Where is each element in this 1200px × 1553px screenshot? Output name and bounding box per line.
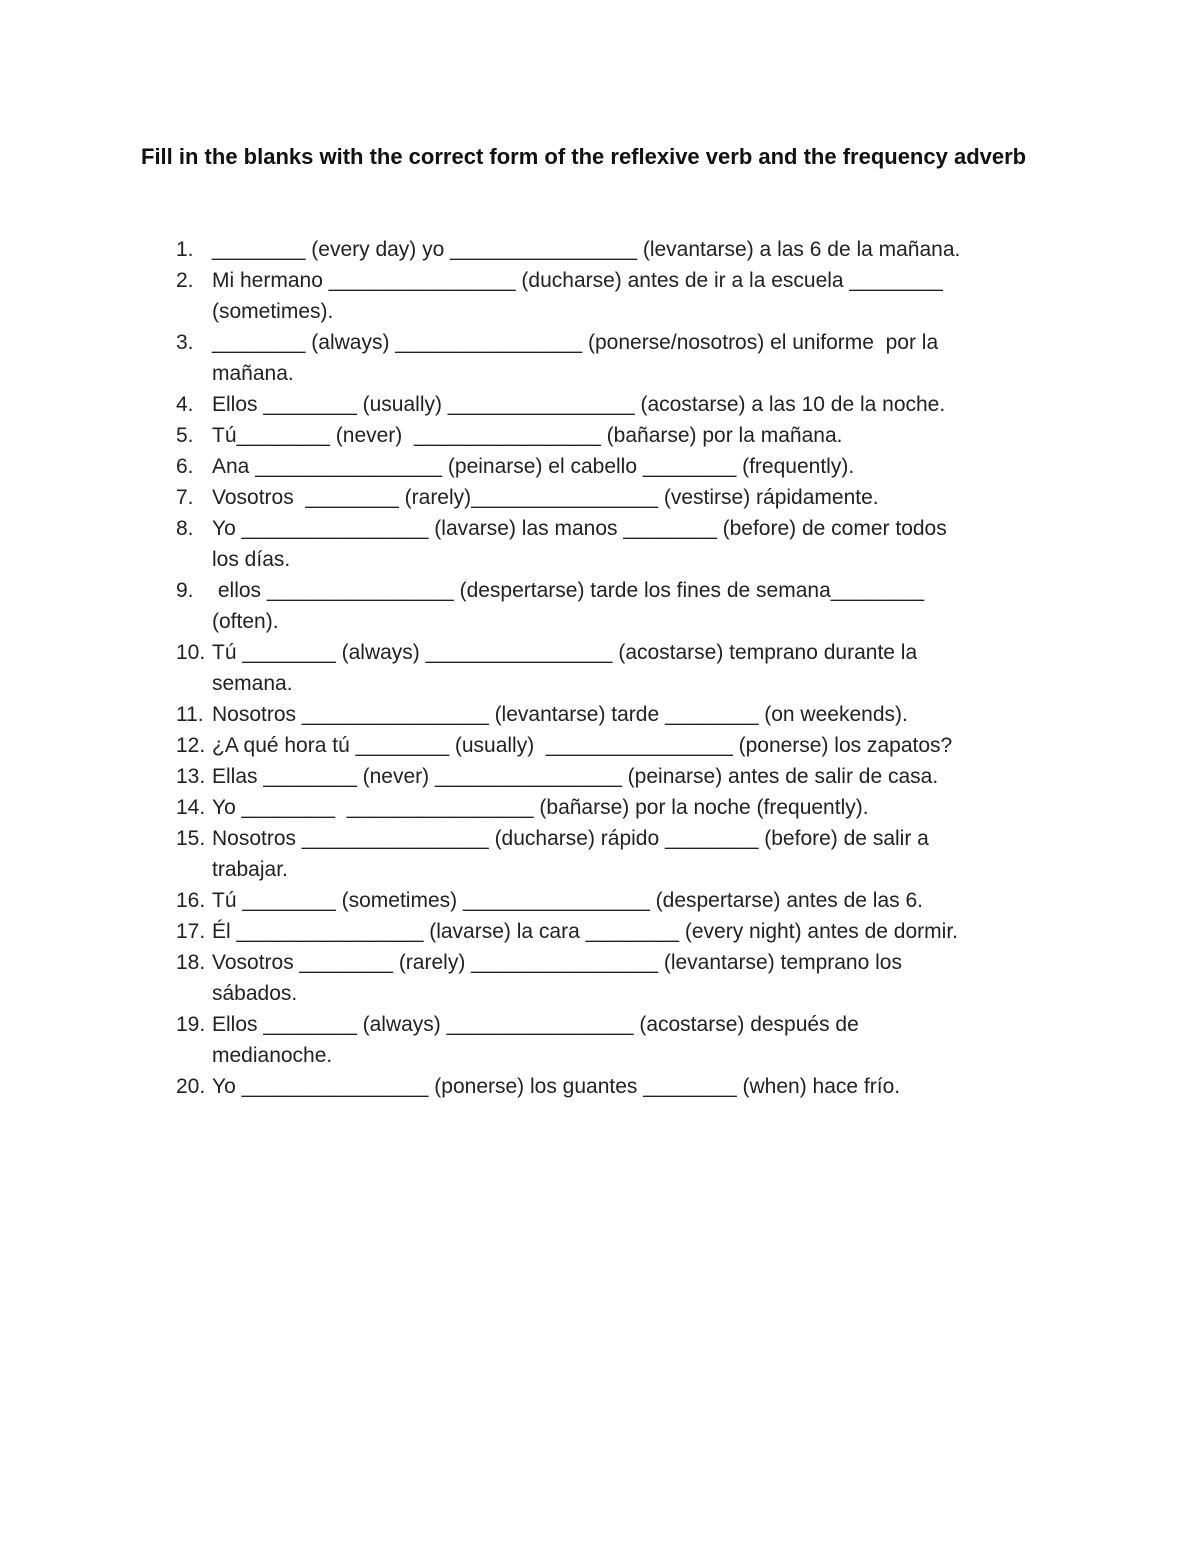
- exercise-item: [0, 792, 1200, 823]
- exercise-number: 15.: [176, 827, 206, 850]
- exercise-text-line: Nosotros ________________ (ducharse) rápido ________ (before) de salir a: [212, 827, 929, 850]
- exercise-item: [0, 637, 1200, 699]
- exercise-number: 20.: [176, 1075, 206, 1098]
- exercise-number: 3.: [176, 331, 194, 354]
- exercise-item: [0, 389, 1200, 420]
- exercise-number: 17.: [176, 920, 206, 943]
- exercise-text-line: Yo ________ ________________ (bañarse) por la noche (frequently).: [212, 796, 869, 819]
- exercise-number: 9.: [176, 579, 194, 602]
- exercise-list: [0, 234, 1200, 1102]
- exercise-item: [0, 730, 1200, 761]
- exercise-text-line: los días.: [212, 548, 291, 571]
- exercise-number: 13.: [176, 765, 206, 788]
- exercise-item: [0, 699, 1200, 730]
- exercise-number: 2.: [176, 269, 194, 292]
- exercise-number: 7.: [176, 486, 194, 509]
- exercise-item: [0, 761, 1200, 792]
- exercise-item: [0, 823, 1200, 885]
- exercise-number: 12.: [176, 734, 206, 757]
- exercise-text-line: Tú ________ (sometimes) ________________ (despertarse) antes de las 6.: [212, 889, 923, 912]
- exercise-text-line: Ana ________________ (peinarse) el cabello ________ (frequently).: [212, 455, 855, 478]
- exercise-text-line: Ellos ________ (usually) ________________ (acostarse) a las 10 de la noche.: [212, 393, 946, 416]
- worksheet-title: Fill in the blanks with the correct form of the reflexive verb and the frequency adverb: [141, 144, 1027, 169]
- exercise-text-line: mañana.: [212, 362, 294, 385]
- exercise-number: 8.: [176, 517, 194, 540]
- exercise-text-line: ________ (always) ________________ (ponerse/nosotros) el uniforme por la: [212, 331, 939, 354]
- exercise-text-line: ellos ________________ (despertarse) tarde los fines de semana________: [212, 579, 925, 602]
- exercise-text-line: Yo ________________ (lavarse) las manos ________ (before) de comer todos: [212, 517, 947, 540]
- exercise-number: 6.: [176, 455, 194, 478]
- exercise-item: [0, 513, 1200, 575]
- exercise-item: [0, 327, 1200, 389]
- exercise-text-line: Ellas ________ (never) ________________ (peinarse) antes de salir de casa.: [212, 765, 939, 788]
- exercise-number: 11.: [176, 703, 204, 726]
- exercise-number: 5.: [176, 424, 194, 447]
- exercise-item: [0, 947, 1200, 1009]
- exercise-text-line: Vosotros ________ (rarely)________________ (vestirse) rápidamente.: [212, 486, 879, 509]
- exercise-text-line: ¿A qué hora tú ________ (usually) ________________ (ponerse) los zapatos?: [212, 734, 953, 757]
- exercise-text-line: trabajar.: [212, 858, 288, 881]
- exercise-text-line: Ellos ________ (always) ________________ (acostarse) después de: [212, 1013, 859, 1036]
- exercise-text-line: (often).: [212, 610, 279, 633]
- exercise-text-line: Tú________ (never) ________________ (bañarse) por la mañana.: [212, 424, 843, 447]
- exercise-text-line: semana.: [212, 672, 293, 695]
- exercise-item: [0, 1071, 1200, 1102]
- exercise-text-line: sábados.: [212, 982, 298, 1005]
- exercise-number: 19.: [176, 1013, 206, 1036]
- exercise-text-line: Mi hermano ________________ (ducharse) antes de ir a la escuela ________: [212, 269, 943, 292]
- exercise-text-line: Él ________________ (lavarse) la cara ________ (every night) antes de dormir.: [212, 920, 958, 943]
- exercise-item: [0, 234, 1200, 265]
- exercise-item: [0, 885, 1200, 916]
- exercise-text-line: Nosotros ________________ (levantarse) tarde ________ (on weekends).: [212, 703, 908, 726]
- exercise-item: [0, 575, 1200, 637]
- exercise-item: [0, 265, 1200, 327]
- exercise-item: [0, 482, 1200, 513]
- exercise-text-line: (sometimes).: [212, 300, 334, 323]
- exercise-text-line: Vosotros ________ (rarely) ________________ (levantarse) temprano los: [212, 951, 902, 974]
- exercise-number: 18.: [176, 951, 206, 974]
- exercise-number: 4.: [176, 393, 194, 416]
- exercise-item: [0, 451, 1200, 482]
- exercise-item: [0, 916, 1200, 947]
- exercise-text-line: ________ (every day) yo ________________ (levantarse) a las 6 de la mañana.: [212, 238, 961, 261]
- exercise-number: 10.: [176, 641, 206, 664]
- exercise-text-line: Yo ________________ (ponerse) los guantes ________ (when) hace frío.: [212, 1075, 901, 1098]
- exercise-text-line: medianoche.: [212, 1044, 333, 1067]
- exercise-number: 14.: [176, 796, 206, 819]
- exercise-item: [0, 420, 1200, 451]
- exercise-item: [0, 1009, 1200, 1071]
- exercise-number: 16.: [176, 889, 206, 912]
- exercise-number: 1.: [176, 238, 194, 261]
- exercise-text-line: Tú ________ (always) ________________ (acostarse) temprano durante la: [212, 641, 918, 664]
